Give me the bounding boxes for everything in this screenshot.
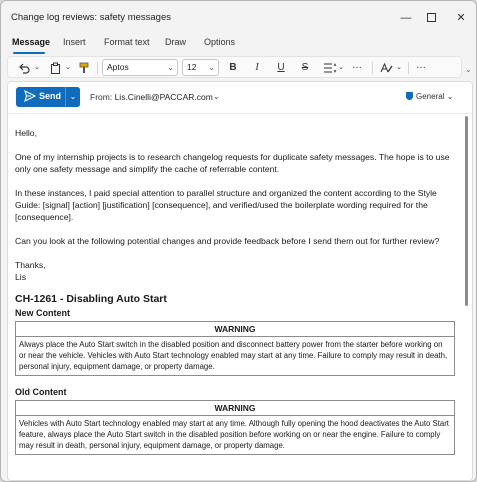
bold-icon[interactable]: B bbox=[229, 62, 237, 73]
paragraph-2: In these instances, I paid special attention to parallel structure and organized the content according to the Style Guide: [signal] [action] [justification] [consequence], and verified/used the boilerplate wording required for the [consequence]. bbox=[15, 188, 437, 222]
paragraph-dropdown-chevron-icon[interactable]: ⌄ bbox=[338, 64, 344, 71]
new-warning-box bbox=[15, 321, 455, 376]
sensitivity-label[interactable]: General ⌄ bbox=[406, 92, 453, 101]
maximize-icon[interactable] bbox=[422, 9, 440, 27]
active-tab-indicator bbox=[13, 52, 45, 54]
tab-draw[interactable]: Draw bbox=[165, 37, 187, 47]
italic-icon[interactable]: I bbox=[255, 62, 259, 73]
tab-options[interactable]: Options bbox=[204, 37, 236, 47]
scrollbar-thumb[interactable] bbox=[465, 116, 468, 306]
chevron-down-icon: ⌄ bbox=[167, 63, 174, 72]
window-title: Change log reviews: safety messages bbox=[11, 12, 171, 23]
from-label: From: bbox=[90, 92, 113, 102]
from-address: Lis.Cinelli@PACCAR.com bbox=[114, 92, 213, 102]
old-warning-header: WARNING bbox=[16, 401, 454, 416]
minimize-icon[interactable]: — bbox=[400, 12, 412, 24]
format-painter-icon[interactable] bbox=[76, 60, 92, 76]
undo-icon[interactable] bbox=[14, 60, 34, 76]
ticket-title: CH-1261 - Disabling Auto Start bbox=[15, 293, 167, 305]
styles-icon[interactable] bbox=[378, 60, 396, 76]
toolbar-separator bbox=[408, 62, 409, 74]
new-content-label: New Content bbox=[15, 308, 70, 318]
title-bar bbox=[1, 1, 476, 35]
close-icon[interactable]: ✕ bbox=[456, 12, 466, 24]
tab-message[interactable]: Message bbox=[12, 37, 51, 47]
compose-pane bbox=[7, 81, 473, 481]
paragraph-1: One of my internship projects is to research changelog requests for duplicate safety messages. The hope is to use only one safety message and simplify the cache of referrable content. bbox=[15, 152, 450, 174]
underline-icon[interactable]: U bbox=[277, 62, 285, 73]
header-divider bbox=[8, 113, 472, 114]
paragraph-3: Can you look at the following potential changes and provide feedback before I send them out for further review? bbox=[15, 236, 440, 246]
message-body[interactable] bbox=[15, 127, 455, 465]
sender-name: Lis bbox=[15, 272, 26, 282]
tab-insert[interactable]: Insert bbox=[63, 37, 86, 47]
from-field[interactable] bbox=[90, 92, 213, 102]
greeting: Hello, bbox=[15, 128, 37, 138]
paste-icon[interactable] bbox=[46, 60, 66, 76]
send-options-chevron-icon[interactable]: ⌄ bbox=[65, 87, 80, 107]
strikethrough-icon[interactable]: S bbox=[301, 62, 309, 73]
tab-format-text[interactable]: Format text bbox=[104, 37, 150, 47]
old-content-label: Old Content bbox=[15, 387, 67, 397]
toolbar-separator bbox=[97, 62, 98, 74]
from-chevron-down-icon[interactable]: ⌄ bbox=[213, 92, 220, 101]
ribbon-tabs bbox=[1, 35, 476, 55]
signoff: Thanks, bbox=[15, 260, 46, 270]
overflow-icon[interactable]: ··· bbox=[416, 62, 426, 73]
paste-dropdown-chevron-icon[interactable]: ⌄ bbox=[65, 64, 71, 71]
font-size-select[interactable]: 12 ⌄ bbox=[182, 59, 219, 76]
undo-dropdown-chevron-icon[interactable]: ⌄ bbox=[34, 64, 40, 71]
old-warning-text: Vehicles with Auto Start technology enabled may start at any time. Although fully opening the hood deactivates the Auto Start feature, always place the Auto Start switch in the disabled position before working on or near the engine. Failure to comply may result in death, personal injury, equipment damage, or property damage. bbox=[19, 419, 449, 450]
styles-dropdown-chevron-icon[interactable]: ⌄ bbox=[396, 64, 402, 71]
vertical-scrollbar[interactable] bbox=[464, 116, 469, 476]
formatting-toolbar bbox=[7, 56, 462, 78]
shield-icon bbox=[406, 92, 413, 100]
font-name-select[interactable]: Aptos ⌄ bbox=[102, 59, 178, 76]
new-warning-text: Always place the Auto Start switch in the disabled position and disconnect battery power from the starter before working on or near the vehicle. Vehicles with Auto Start technology enabled may start at any time. Failure to comply may result in death, personal injury, equipment damage, or property damage. bbox=[19, 340, 448, 371]
collapse-ribbon-chevron-icon[interactable]: ⌄ bbox=[465, 65, 472, 74]
old-warning-box bbox=[15, 400, 455, 455]
new-warning-header: WARNING bbox=[16, 322, 454, 337]
chevron-down-icon: ⌄ bbox=[208, 63, 215, 72]
toolbar-separator bbox=[372, 62, 373, 74]
more-icon[interactable]: ··· bbox=[352, 62, 362, 73]
send-icon bbox=[24, 90, 36, 102]
send-label: Send bbox=[39, 91, 62, 101]
